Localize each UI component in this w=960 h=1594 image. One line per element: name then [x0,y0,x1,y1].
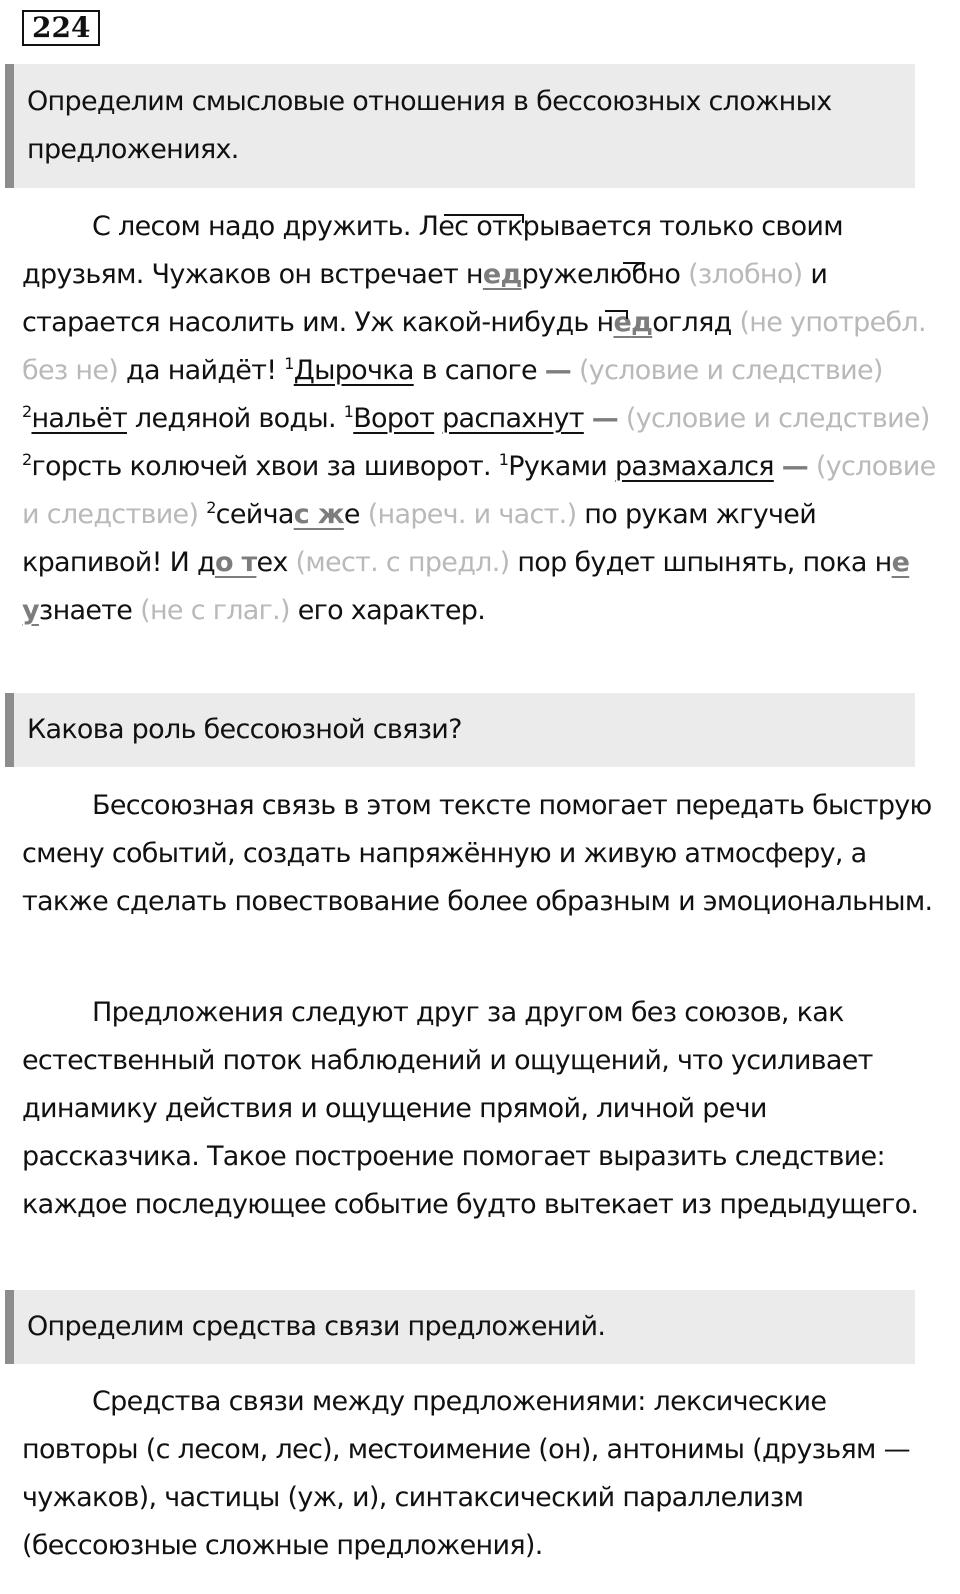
suffix-mark: б [631,259,648,290]
predicate: распахнут [442,403,584,434]
note: (злобно) [688,259,803,290]
note: (условие и следствие) [22,451,936,530]
predicate: нальёт [31,403,127,434]
role-paragraph-2: Предложения следуют друг за другом без союзов, как естественный поток наблюдений и ощущений, что усиливает динамику действия и ощущение прямой, личной речи рассказчика. Такое построение помогает выразить следствие: каждое последующее событие будто вытекает из предыдущего. [22,997,919,1220]
section-heading-role: Какова роль бессоюзной связи? [5,693,915,767]
section-heading-relations: Определим смысловые отношения в бессоюзных сложных предложениях. [5,64,915,188]
role-paragraph-1: Бессоюзная связь в этом тексте помогает передать быструю смену событий, создать напряжённую и живую атмосферу, а также сделать повествование более образным и эмоциональным. [22,790,933,917]
task-number: 224 [22,10,100,46]
text-analysis-paragraph: С лесом надо дружить. Лес открывается только своим друзьям. Чужаков он встречает недружелюбно (злобно) и старается насолить им. Уж какой-нибудь недогляд (не употребл. без не) да найдёт! $^1$Дырочка в сапоге — (условие и следствие) $^2$нальёт ледяной воды. $^1$Ворот распахнут — (условие и следствие) $^2$горсть колючей хвои за шиворот. $^1$Руками размахался — (условие и следствие) $^2$сейчас же (нареч. и част.) по рукам жгучей крапивой! И до тех (мест. с предл.) пор будет шпынять, пока не узнаете (не с глаг.) его характер. [22,211,936,626]
subject: Ворот [353,403,435,434]
note: (не употребл. без не) [22,307,926,386]
section-heading-means: Определим средства связи предложений. [5,1290,915,1364]
prefix-mark: откр [476,211,540,242]
means-paragraph: Средства связи между предложениями: лексические повторы (с лесом, лес), местоимение (он), антонимы (друзьям — чужаков), частицы (уж, и), синтаксический параллелизм (бессоюзные сложные предложения). [22,1386,910,1561]
note: (не с глаг.) [140,595,290,626]
note: (нареч. и част.) [367,499,577,530]
note: (условие и следствие) [578,355,883,386]
subject: Дырочка [293,355,414,386]
note: (условие и следствие) [625,403,930,434]
note: (мест. с предл.) [295,547,510,578]
predicate: размахался [614,451,774,482]
